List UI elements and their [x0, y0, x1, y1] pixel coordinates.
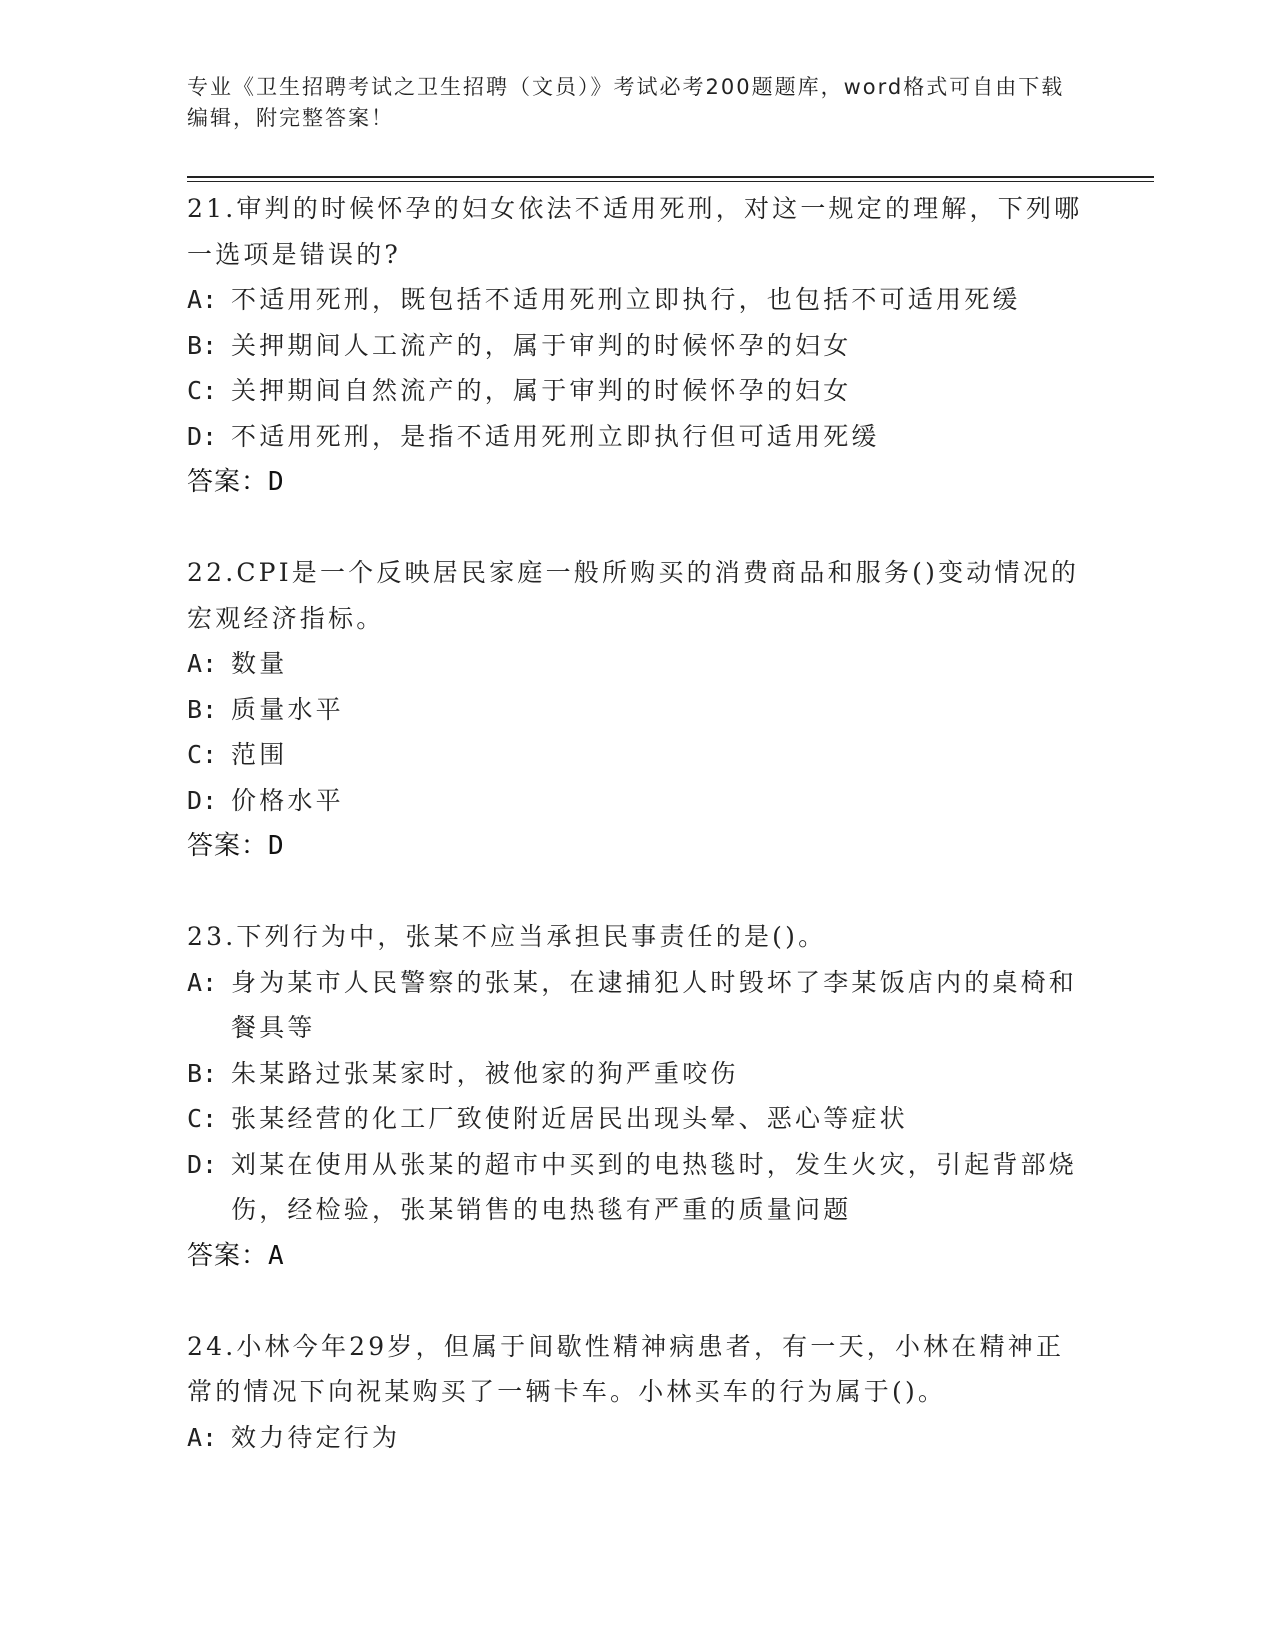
option-text: 张某经营的化工厂致使附近居民出现头晕、恶心等症状 — [231, 1104, 908, 1133]
option-d — [187, 1142, 1087, 1233]
option-text: 范围 — [231, 740, 288, 769]
answer-line — [187, 1233, 1087, 1279]
option-b — [187, 1051, 1087, 1097]
option-key: C: — [187, 376, 218, 405]
option-key: C: — [187, 1104, 218, 1133]
option-text: 关押期间自然流产的，属于审判的时候怀孕的妇女 — [231, 376, 852, 405]
answer-label: 答案： — [187, 467, 269, 497]
option-text: 不适用死刑，是指不适用死刑立即执行但可适用死缓 — [231, 421, 880, 451]
option-key: C: — [187, 740, 218, 769]
answer-value: D — [268, 831, 285, 861]
option-key: A: — [187, 285, 218, 314]
option-key: D: — [187, 421, 218, 451]
option-a — [187, 960, 1087, 1051]
option-key: B: — [187, 330, 218, 360]
option-c — [187, 368, 1087, 414]
question-22 — [187, 550, 1087, 869]
question-stem: 23.下列行为中，张某不应当承担民事责任的是()。 — [187, 922, 827, 951]
option-text: 不适用死刑，既包括不适用死刑立即执行，也包括不可适用死缓 — [231, 285, 1021, 314]
option-text: 刘某在使用从张某的超市中买到的电热毯时，发生火灾，引起背部烧伤，经检验，张某销售的电热毯有严重的质量问题 — [231, 1149, 1078, 1224]
question-21 — [187, 186, 1087, 505]
question-24 — [187, 1324, 1087, 1461]
option-key: D: — [187, 1149, 218, 1179]
answer-value: D — [268, 467, 285, 497]
option-key: D: — [187, 785, 218, 815]
option-text: 身为某市人民警察的张某，在逮捕犯人时毁坏了李某饭店内的桌椅和餐具等 — [231, 967, 1078, 1042]
answer-value: A — [268, 1240, 285, 1271]
header-divider-thin — [187, 181, 1154, 182]
question-stem: 21.审判的时候怀孕的妇女依法不适用死刑，对这一规定的理解，下列哪一选项是错误的? — [187, 194, 1083, 269]
option-d — [187, 778, 1087, 824]
option-key: B: — [187, 694, 218, 724]
option-text: 关押期间人工流产的，属于审判的时候怀孕的妇女 — [231, 330, 852, 360]
answer-label: 答案： — [187, 831, 269, 861]
question-stem: 24.小林今年29岁，但属于间歇性精神病患者，有一天，小林在精神正常的情况下向祝某购买了一辆卡车。小林买车的行为属于()。 — [187, 1331, 1065, 1406]
option-a — [187, 277, 1087, 323]
option-a — [187, 641, 1087, 687]
document-header: 专业《卫生招聘考试之卫生招聘（文员）》考试必考200题题库，word格式可自由下载编辑，附完整答案！ — [187, 75, 1065, 130]
answer-line — [187, 823, 1087, 869]
option-key: B: — [187, 1058, 218, 1088]
option-d — [187, 414, 1087, 460]
question-stem: 22.CPI是一个反映居民家庭一般所购买的消费商品和服务()变动情况的宏观经济指标。 — [187, 558, 1080, 633]
option-key: A: — [187, 967, 218, 997]
option-key: A: — [187, 1422, 218, 1452]
question-list — [187, 186, 1087, 1505]
option-key: A: — [187, 649, 218, 678]
option-c — [187, 1096, 1087, 1142]
option-text: 朱某路过张某家时，被他家的狗严重咬伤 — [231, 1058, 739, 1088]
answer-label: 答案： — [187, 1240, 269, 1271]
question-23 — [187, 914, 1087, 1279]
header-divider-thick — [187, 176, 1154, 178]
option-b — [187, 687, 1087, 733]
option-a — [187, 1415, 1087, 1461]
option-text: 价格水平 — [231, 785, 344, 815]
option-text: 质量水平 — [231, 694, 344, 724]
option-text: 数量 — [231, 649, 288, 678]
option-text: 效力待定行为 — [231, 1422, 401, 1452]
answer-line — [187, 459, 1087, 505]
option-b — [187, 323, 1087, 369]
option-c — [187, 732, 1087, 778]
